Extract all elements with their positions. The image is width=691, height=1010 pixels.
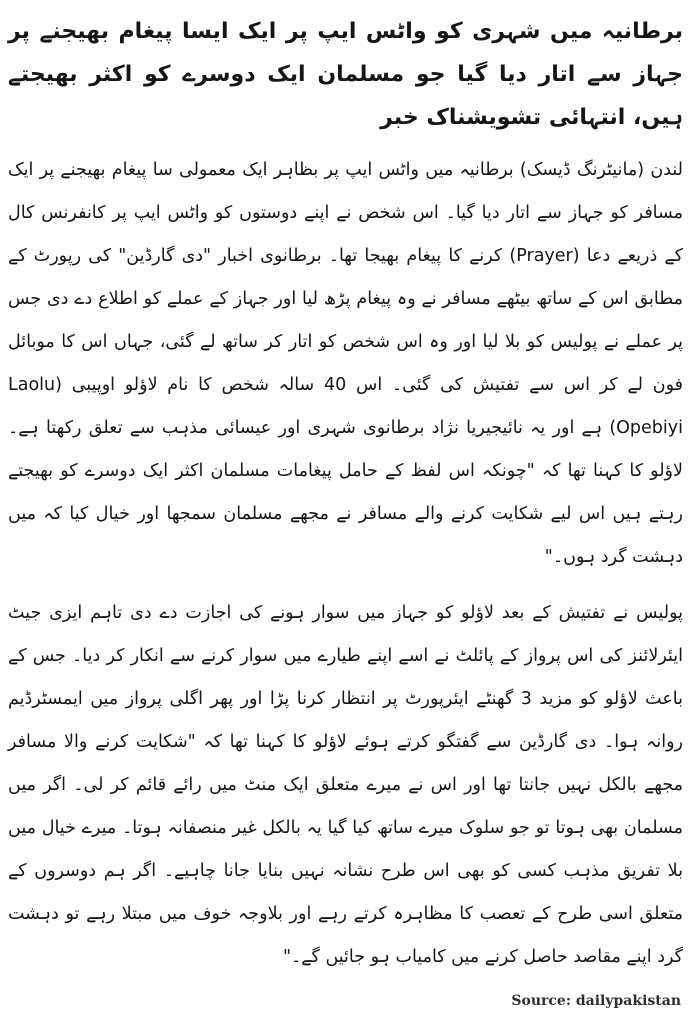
article-paragraph-1: لندن (مانیٹرنگ ڈیسک) برطانیہ میں واٹس ایپ پر بظاہر ایک معمولی سا پیغام بھیجنے پر ایک مسافر کو جہاز سے اتار دیا گیا۔ اس شخص نے اپنے دوستوں کو واٹس ایپ پر کانفرنس کال کے ذریعے دعا (Prayer) کرنے کا پیغام بھیجا تھا۔ برطانوی اخبار "دی گارڈین" کی رپورٹ کے مطابق اس کے ساتھ بیٹھے مسافر نے وہ پیغام پڑھ لیا اور جہاز کے عملے کو اطلاع دے دی جس پر عملے نے پولیس کو بلا لیا اور وہ اس شخص کو اتار کر ساتھ لے گئی، جہاں اس کا موبائل فون لے کر اس سے تفتیش کی گئی۔ اس 40 سالہ شخص کا نام لاؤلو اوپیبی (Laolu Opebiyi) ہے اور یہ نائیجیریا نژاد برطانوی شہری اور عیسائی مذہب سے تعلق رکھتا ہے۔ لاؤلو کا کہنا تھا کہ "چونکہ اس لفظ کے حامل پیغامات مسلمان اکثر ایک دوسرے کو بھیجتے رہتے ہیں اس لیے شکایت کرنے والے مسافر نے مجھے مسلمان سمجھا اور خیال کیا کہ میں دہشت گرد ہوں۔" — [8, 160, 683, 567]
source-attribution: Source: dailypakistan — [511, 993, 681, 1009]
article-headline: برطانیہ میں شہری کو واٹس ایپ پر ایک ایسا پیغام بھیجنے پر جہاز سے اتار دیا گیا جو مسلمان ایک دوسرے کو اکثر بھیجتے ہیں، انتہائی تشویشناک خبر — [8, 19, 683, 130]
article-paragraph-2: پولیس نے تفتیش کے بعد لاؤلو کو جہاز میں سوار ہونے کی اجازت دے دی تاہم ایزی جیٹ ایئرلائنز کی اس پرواز کے پائلٹ نے اسے اپنے طیارے میں سوار کرنے سے انکار کر دیا۔ جس کے باعث لاؤلو کو مزید 3 گھنٹے ایئرپورٹ پر انتظار کرنا پڑا اور پھر اگلی پرواز میں ایمسٹرڈیم روانہ ہوا۔ دی گارڈین سے گفتگو کرتے ہوئے لاؤلو کا کہنا تھا کہ "شکایت کرنے والا مسافر مجھے بالکل نہیں جانتا تھا اور اس نے میرے متعلق ایک منٹ میں رائے قائم کر لی۔ اگر میں مسلمان بھی ہوتا تو جو سلوک میرے ساتھ کیا گیا یہ بالکل غیر منصفانہ ہوتا۔ میرے خیال میں بلا تفریق مذہب کسی کو بھی اس طرح نشانہ نہیں بنایا جانا چاہیے۔ اگر ہم دوسروں کے متعلق اسی طرح کے تعصب کا مظاہرہ کرتے رہے اور بلاوجہ خوف میں مبتلا رہے تو دہشت گرد اپنے مقاصد حاصل کرنے میں کامیاب ہو جائیں گے۔" — [8, 603, 683, 967]
